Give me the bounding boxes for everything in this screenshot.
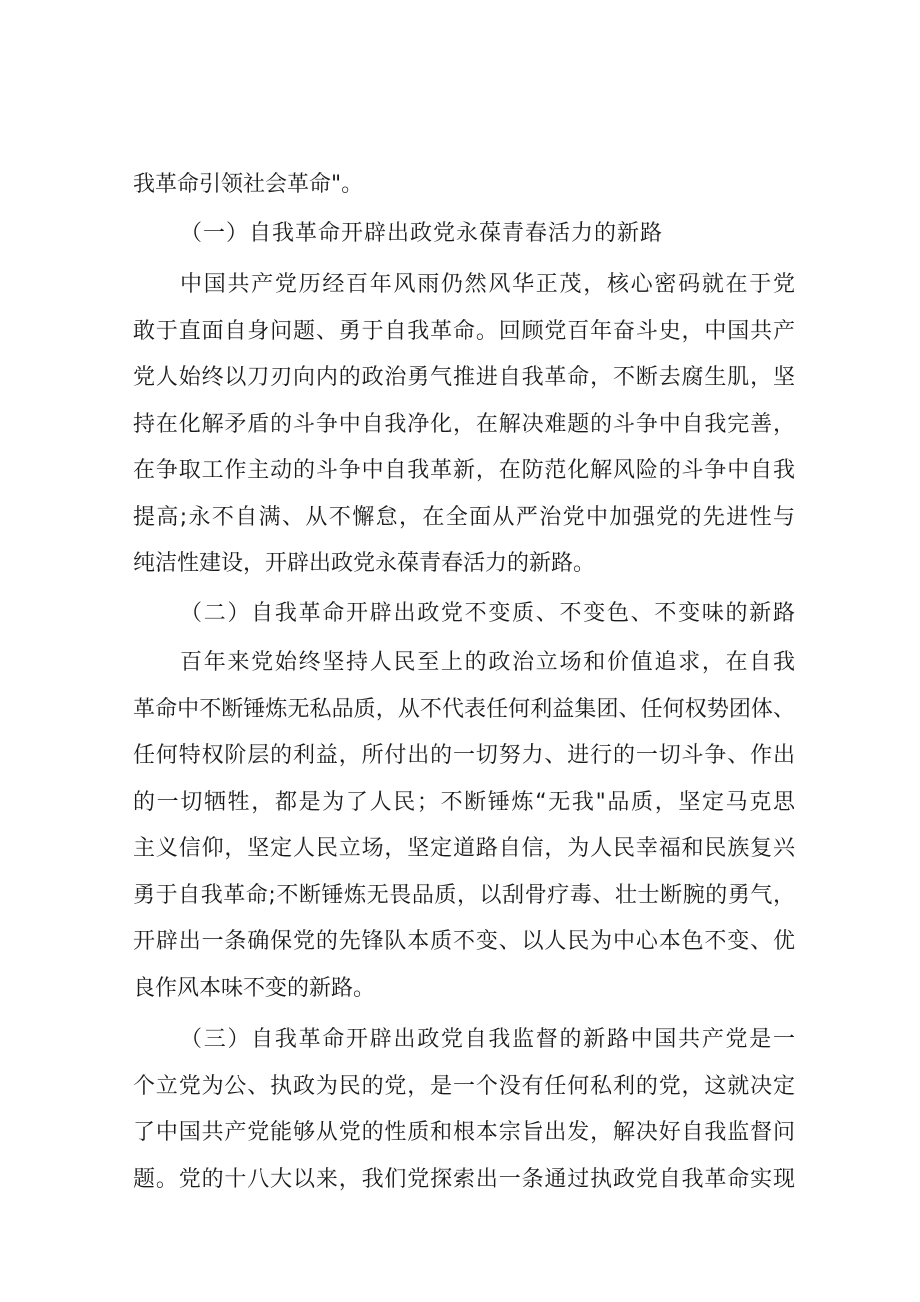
section-2-line-4: 的一切牺牲，都是为了人民；不断锤炼“无我"品质，坚定马克思 [133, 790, 795, 815]
section-1-heading: （一）自我革命开辟出政党永葆青春活力的新路 [180, 221, 664, 246]
section-3-line-4: 题。党的十八大以来，我们党探索出一条通过执政党自我革命实现 [133, 1167, 795, 1192]
section-2-line-2: 革命中不断锤炼无私品质，从不代表任何利益集团、任何权势团体、 [133, 697, 795, 722]
section-1-line-3: 党人始终以刀刃向内的政治勇气推进自我革命，不断去腐生肌，坚 [133, 365, 795, 390]
section-2-line-1: 百年来党始终坚持人民至上的政治立场和价值追求，在自我 [180, 650, 795, 675]
section-3-line-3: 了中国共产党能够从党的性质和根本宗旨出发，解决好自我监督问 [133, 1120, 795, 1145]
section-2-line-7: 开辟出一条确保党的先锋队本质不变、以人民为中心本色不变、优 [133, 929, 795, 954]
continuation-line: 我革命引领社会革命"。 [133, 172, 364, 197]
section-3-line-1: （三）自我革命开辟出政党自我监督的新路中国共产党是一 [180, 1027, 795, 1052]
section-1-line-2: 敢于直面自身问题、勇于自我革命。回顾党百年奋斗史，中国共产 [133, 319, 795, 344]
section-2-line-6: 勇于自我革命;不断锤炼无畏品质，以刮骨疗毒、壮士断腕的勇气， [133, 883, 795, 908]
section-3-line-2: 个立党为公、执政为民的党，是一个没有任何私利的党，这就决定 [133, 1074, 795, 1099]
section-1-line-6: 提高;永不自满、从不懈怠，在全面从严治党中加强党的先进性与 [133, 505, 795, 530]
section-1-line-1: 中国共产党历经百年风雨仍然风华正茂，核心密码就在于党 [180, 272, 795, 297]
section-2-line-3: 任何特权阶层的利益，所付出的一切努力、进行的一切斗争、作出 [133, 743, 795, 768]
section-2-line-8: 良作风本味不变的新路。 [133, 976, 376, 1001]
section-1-line-5: 在争取工作主动的斗争中自我革新，在防范化解风险的斗争中自我 [133, 458, 795, 483]
section-1-line-4: 持在化解矛盾的斗争中自我净化，在解决难题的斗争中自我完善， [133, 412, 795, 437]
section-2-heading: （二）自我革命开辟出政党不变质、不变色、不变味的新路 [180, 601, 795, 626]
section-2-line-5: 主义信仰，坚定人民立场，坚定道路自信，为人民幸福和民族复兴 [133, 836, 795, 861]
section-1-line-7: 纯洁性建设，开辟出政党永葆青春活力的新路。 [133, 551, 596, 576]
